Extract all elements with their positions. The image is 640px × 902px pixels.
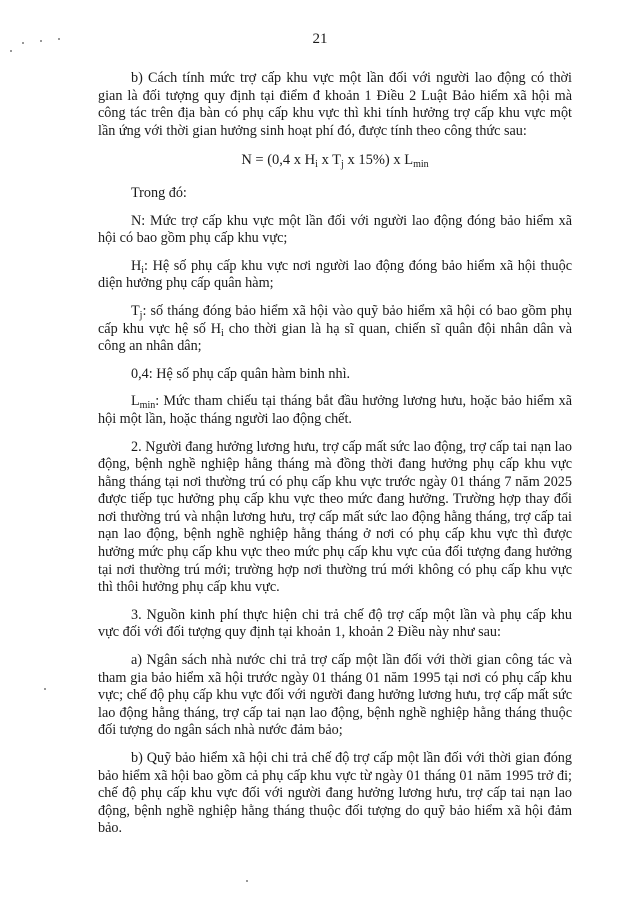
symbol-t: T xyxy=(131,302,140,319)
formula-mid: x T xyxy=(317,152,342,169)
page-number: 21 xyxy=(312,31,328,47)
section-b-calculation: b) Cách tính mức trợ cấp khu vực một lần đối với người lao động có thời gian là đối tượng quy định tại điểm đ khoản 1 Điều 2 Luật Bảo hiểm xã hội mà công tác trên địa bàn có phụ cấp khu vực thì khi tính hưởng trợ cấp khu vực một lần ứng với thời gian hưởng sinh hoạt phí đó, được tính theo công thức sau: xyxy=(98,70,572,139)
symbol-l-sub: min xyxy=(139,400,156,412)
clause-2: 2. Người đang hưởng lương hưu, trợ cấp mất sức lao động, trợ cấp tai nạn lao động, bệnh nghề nghiệp hằng tháng mà đồng thời đang hưởng phụ cấp khu vực hằng tháng tại nơi thường trú có phụ cấp khu vực trước ngày 01 tháng 7 năm 2025 được tiếp tục hưởng phụ cấp khu vực theo mức đang hưởng. Trường hợp thay đổi nơi thường trú và nhận lương hưu, trợ cấp mất sức lao động hằng tháng, trợ cấp tai nạn lao động, bệnh nghề nghiệp hằng tháng ở nơi có phụ cấp khu vực thì được hưởng mức phụ cấp khu vực theo mức phụ cấp khu vực của đối tượng đang hưởng tại nơi thường trú mới; trường hợp nơi thường trú mới không có phụ cấp khu vực thì thôi hưởng phụ cấp khu vực. xyxy=(98,438,572,596)
clause-3b: b) Quỹ bảo hiểm xã hội chi trả chế độ trợ cấp một lần đối với thời gian đóng bảo hiểm xã hội bao gồm cả phụ cấp khu vực từ ngày 01 tháng 01 năm 1995 trở đi; chế độ phụ cấp khu vực đối với người đang hưởng lương hưu, trợ cấp tai nạn lao động, bệnh nghề nghiệp hằng tháng thuộc đối tượng do quỹ bảo hiểm xã hội đảm bảo. xyxy=(98,750,572,837)
definition-lmin xyxy=(98,393,572,428)
formula-sub-min: min xyxy=(413,159,429,171)
definition-lmin-text: : Mức tham chiếu tại tháng bắt đầu hưởng lương hưu, hoặc bảo hiểm xã hội một lần, hoặc tháng người lao động chết. xyxy=(98,393,572,427)
definition-tj xyxy=(98,303,572,356)
formula-prefix: N = (0,4 x H xyxy=(241,152,316,169)
definition-tj-text-b: cho thời gian là hạ sĩ quan, chiến sĩ quân đội nhân dân và công an nhân dân; xyxy=(98,320,572,355)
scan-speck xyxy=(10,50,12,52)
symbol-h: H xyxy=(131,257,142,274)
scan-speck xyxy=(246,880,248,882)
clause-3: 3. Nguồn kinh phí thực hiện chi trả chế độ trợ cấp một lần và phụ cấp khu vực đối với đối tượng quy định tại khoản 1, khoản 2 Điều này như sau: xyxy=(98,606,572,641)
formula-sub-j: j xyxy=(341,159,344,171)
document-body xyxy=(98,70,572,848)
definition-hi-text: : Hệ số phụ cấp khu vực nơi người lao động đóng bảo hiểm xã hội thuộc diện hưởng phụ cấp quân hàm; xyxy=(98,257,572,292)
formula-sub-i: i xyxy=(315,159,318,171)
symbol-t-sub: j xyxy=(139,309,143,321)
definition-n: N: Mức trợ cấp khu vực một lần đối với người lao động đóng bảo hiểm xã hội có bao gồm phụ cấp khu vực; xyxy=(98,212,572,247)
where-label: Trong đó: xyxy=(131,184,187,201)
formula xyxy=(98,152,572,170)
clause-3a: a) Ngân sách nhà nước chi trả trợ cấp một lần đối với thời gian công tác và tham gia bảo hiểm xã hội trước ngày 01 tháng 01 năm 1995 tại nơi có phụ cấp khu vực; chế độ phụ cấp khu vực đối với người đang hưởng lương hưu, trợ cấp mất sức lao động hằng tháng, trợ cấp tai nạn lao động, bệnh nghề nghiệp hằng tháng thuộc đối tượng do ngân sách nhà nước đảm bảo; xyxy=(98,652,572,739)
symbol-l: L xyxy=(131,393,140,410)
symbol-h-sub: i xyxy=(141,264,145,276)
definition-hi xyxy=(98,258,572,293)
formula-suffix: x 15%) x L xyxy=(343,152,414,169)
definition-coefficient: 0,4: Hệ số phụ cấp quân hàm binh nhì. xyxy=(131,365,351,382)
symbol-h-inner-sub: i xyxy=(221,327,224,339)
scan-speck xyxy=(44,688,46,690)
definition-tj-text-a: : số tháng đóng bảo hiểm xã hội vào quỹ bảo hiểm xã hội có bao gồm phụ cấp khu vực hệ số H xyxy=(98,302,572,337)
